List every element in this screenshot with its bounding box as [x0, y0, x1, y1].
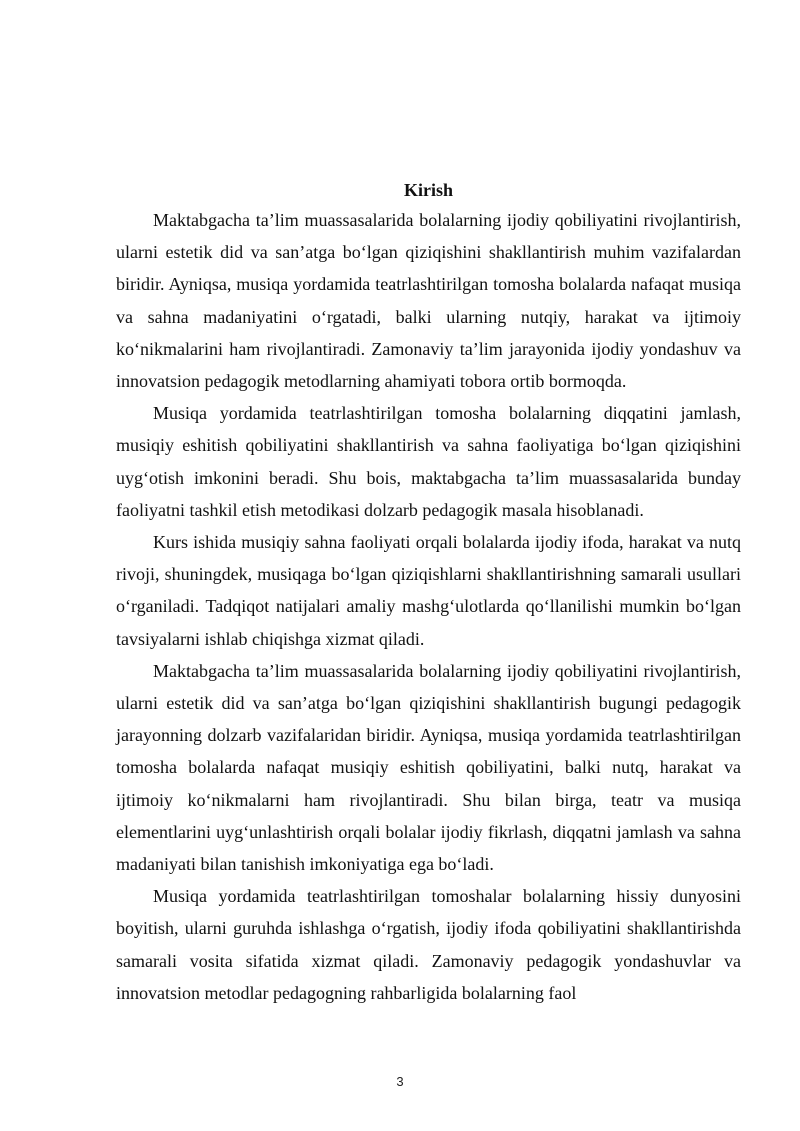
paragraph-3: Kurs ishida musiqiy sahna faoliyati orqali bolalarda ijodiy ifoda, harakat va nutq rivoji, shuningdek, musiqaga bo‘lgan qiziqishlarni shakllantirishning samarali usullari o‘rganiladi. Tadqiqot natijalari amaliy mashg‘ulotlarda qo‘llanilishi mumkin bo‘lgan tavsiyalarni ishlab chiqishga xizmat qiladi.: [116, 532, 741, 649]
paragraph-1: Maktabgacha ta’lim muassasalarida bolalarning ijodiy qobiliyatini rivojlantirish, ularni estetik did va san’atga bo‘lgan qiziqishini shakllantirish muhim vazifalardan biridir. Ayniqsa, musiqa yordamida teatrlashtirilgan tomosha bolalarda nafaqat musiqa va sahna madaniyatini o‘rgatadi, balki ularning nutqiy, harakat va ijtimoiy ko‘nikmalarini ham rivojlantiradi. Zamonaviy ta’lim jarayonida ijodiy yondashuv va innovatsion pedagogik metodlarning ahamiyati tobora ortib bormoqda.: [116, 210, 741, 392]
section-heading: Kirish: [403, 180, 453, 200]
paragraph-5: Musiqa yordamida teatrlashtirilgan tomoshalar bolalarning hissiy dunyosini boyitish, ularni guruhda ishlashga o‘rgatish, ijodiy ifoda qobiliyatini shakllantirishda samarali vosita sifatida xizmat qiladi. Zamonaviy pedagogik yondashuvlar va innovatsion metodlar pedagogning rahbarligida bolalarning faol: [116, 886, 741, 1003]
document-page: [116, 178, 741, 1009]
paragraph-4: Maktabgacha ta’lim muassasalarida bolalarning ijodiy qobiliyatini rivojlantirish, ularni estetik did va san’atga bo‘lgan qiziqishini shakllantirish bugungi pedagogik jarayonning dolzarb vazifalaridan biridir. Ayniqsa, musiqa yordamida teatrlashtirilgan tomosha bolalarda nafaqat musiqiy eshitish qobiliyatini, balki nutq, harakat va ijtimoiy ko‘nikmalarni ham rivojlantiradi. Shu bilan birga, teatr va musiqa elementlarini uyg‘unlashtirish orqali bolalar ijodiy fikrlash, diqqatni jamlash va sahna madaniyati bilan tanishish imkoniyatiga ega bo‘ladi.: [116, 660, 741, 875]
page-number: 3: [396, 1074, 404, 1089]
paragraph-2: Musiqa yordamida teatrlashtirilgan tomosha bolalarning diqqatini jamlash, musiqiy eshitish qobiliyatini shakllantirish va sahna faoliyatiga bo‘lgan qiziqishini uyg‘otish imkonini beradi. Shu bois, maktabgacha ta’lim muassasalarida bunday faoliyatni tashkil etish metodikasi dolzarb pedagogik masala hisoblanadi.: [116, 403, 741, 520]
